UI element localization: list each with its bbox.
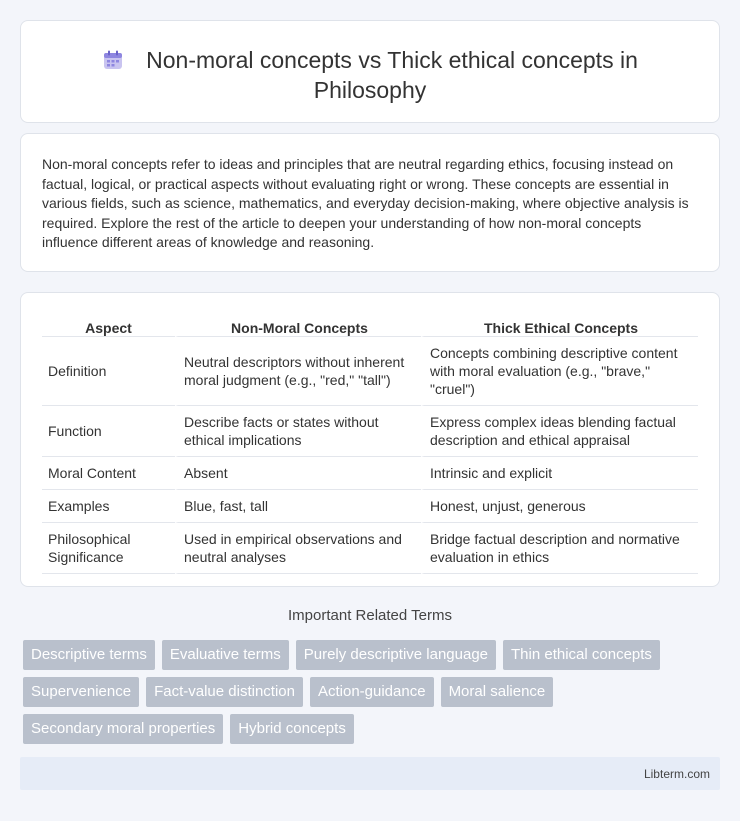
table-cell: Concepts combining descriptive content with moral evaluation (e.g., "brave," "cruel"): [421, 337, 698, 406]
related-term-tag[interactable]: Evaluative terms: [162, 640, 289, 670]
table-cell: Absent: [175, 457, 421, 490]
related-term-tag[interactable]: Supervenience: [23, 677, 139, 707]
table-cell: Neutral descriptors without inherent moral judgment (e.g., "red," "tall"): [175, 337, 421, 406]
related-term-tag[interactable]: Purely descriptive language: [296, 640, 496, 670]
table-cell: Describe facts or states without ethical implications: [175, 406, 421, 457]
comparison-table: [42, 316, 698, 574]
related-term-tag[interactable]: Thin ethical concepts: [503, 640, 660, 670]
comparison-table-card: [20, 292, 720, 587]
intro-paragraph: Non-moral concepts refer to ideas and principles that are neutral regarding ethics, focusing instead on factual, logical, or practical aspects without evaluating right or wrong. These concepts are essential in various fields, such as science, mathematics, and everyday decision-making, where objective analysis is required. Explore the rest of the article to deepen your understanding of how non-moral concepts influence different areas of knowledge and reasoning.: [42, 156, 689, 251]
header-aspect: Aspect: [42, 316, 175, 337]
related-term-tag[interactable]: Action-guidance: [310, 677, 434, 707]
header-non-moral: Non-Moral Concepts: [175, 316, 421, 337]
table-cell: Moral Content: [42, 457, 175, 490]
footer-brand-link[interactable]: Libterm.com: [643, 767, 710, 781]
table-header-row: [42, 316, 698, 337]
related-term-tag[interactable]: Fact-value distinction: [146, 677, 303, 707]
related-term-tag[interactable]: Secondary moral properties: [23, 714, 223, 744]
table-cell: Philosophical Significance: [42, 523, 175, 574]
related-term-tag[interactable]: Hybrid concepts: [230, 714, 354, 744]
table-cell: Intrinsic and explicit: [421, 457, 698, 490]
page-title-wrap: [21, 45, 719, 105]
table-row: [42, 337, 698, 406]
related-term-tag[interactable]: Moral salience: [441, 677, 554, 707]
table-cell: Bridge factual description and normative evaluation in ethics: [421, 523, 698, 574]
intro-card: [20, 133, 720, 272]
table-cell: Function: [42, 406, 175, 457]
table-cell: Express complex ideas blending factual description and ethical appraisal: [421, 406, 698, 457]
calendar-icon: [102, 48, 124, 70]
table-row: [42, 457, 698, 490]
footer: [20, 757, 720, 790]
related-terms-list: [23, 640, 723, 744]
table-cell: Blue, fast, tall: [175, 490, 421, 523]
table-row: [42, 406, 698, 457]
related-terms-title: Important Related Terms: [288, 607, 452, 624]
table-cell: Definition: [42, 337, 175, 406]
title-card: [20, 20, 720, 123]
table-cell: Examples: [42, 490, 175, 523]
table-cell: Honest, unjust, generous: [421, 490, 698, 523]
table-cell: Used in empirical observations and neutral analyses: [175, 523, 421, 574]
header-thick-ethical: Thick Ethical Concepts: [421, 316, 698, 337]
table-row: [42, 523, 698, 574]
page-title: Non-moral concepts vs Thick ethical concepts in Philosophy: [146, 47, 638, 103]
related-term-tag[interactable]: Descriptive terms: [23, 640, 155, 670]
table-row: [42, 490, 698, 523]
